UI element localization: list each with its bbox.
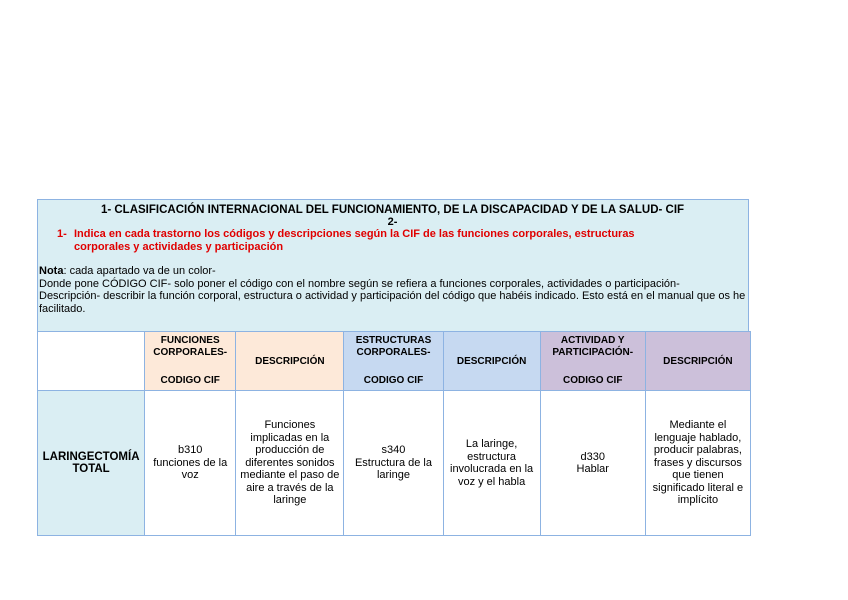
header-descripcion-actividad: DESCRIPCIÓN — [645, 332, 750, 391]
actividad-code-cell: d330 Hablar — [540, 391, 645, 536]
note-label: Nota — [39, 265, 64, 277]
instruction-number: 1- — [57, 228, 67, 240]
header-empty — [38, 332, 145, 391]
funcion-code-cell: b310 funciones de la voz — [145, 391, 236, 536]
funcion-desc-cell: Funciones implicadas en la producción de diferentes sonidos mediante el paso de aire a través de la laringe — [236, 391, 344, 536]
note — [39, 265, 746, 278]
table-header-row — [38, 332, 751, 391]
cif-table — [37, 331, 751, 536]
instruction-line2: corporales y actividades y participación — [74, 240, 284, 253]
document-header — [37, 199, 749, 331]
header-actividad: ACTIVIDAD Y PARTICIPACIÓN- CODIGO CIF — [540, 332, 645, 391]
document-title: 1- CLASIFICACIÓN INTERNACIONAL DEL FUNCIONAMIENTO, DE LA DISCAPACIDAD Y DE LA SALUD- CIF — [100, 204, 685, 216]
cif-document — [37, 199, 749, 536]
header-descripcion-estructuras: DESCRIPCIÓN — [443, 332, 540, 391]
instruction-text — [74, 228, 635, 253]
actividad-desc-cell: Mediante el lenguaje hablado, producir palabras, frases y discursos que tienen significado literal e implícito — [645, 391, 750, 536]
codigo-instruction: Donde pone CÓDIGO CIF- solo poner el código con el nombre según se refiera a funciones corporales, actividades o participación- — [39, 277, 680, 290]
header-descripcion-funciones: DESCRIPCIÓN — [236, 332, 344, 391]
title-number: 2- — [387, 216, 398, 228]
row-label: LARINGECTOMÍA TOTAL — [38, 391, 145, 536]
estructura-desc-cell: La laringe, estructura involucrada en la voz y el habla — [443, 391, 540, 536]
header-funciones: FUNCIONES CORPORALES- CODIGO CIF — [145, 332, 236, 391]
descripcion-instruction: Descripción- describir la función corporal, estructura o actividad y participación del código que habéis indicado. Esto está en el manual que os he facilitado. — [39, 290, 746, 315]
instruction-line1: Indica en cada trastorno los códigos y descripciones según la CIF de las funciones corporales, estructuras — [74, 228, 635, 240]
header-estructuras: ESTRUCTURAS CORPORALES- CODIGO CIF — [344, 332, 443, 391]
table-row — [38, 391, 751, 536]
instruction — [57, 228, 746, 253]
estructura-code-cell: s340 Estructura de la laringe — [344, 391, 443, 536]
note-text: : cada apartado va de un color- — [63, 265, 216, 277]
